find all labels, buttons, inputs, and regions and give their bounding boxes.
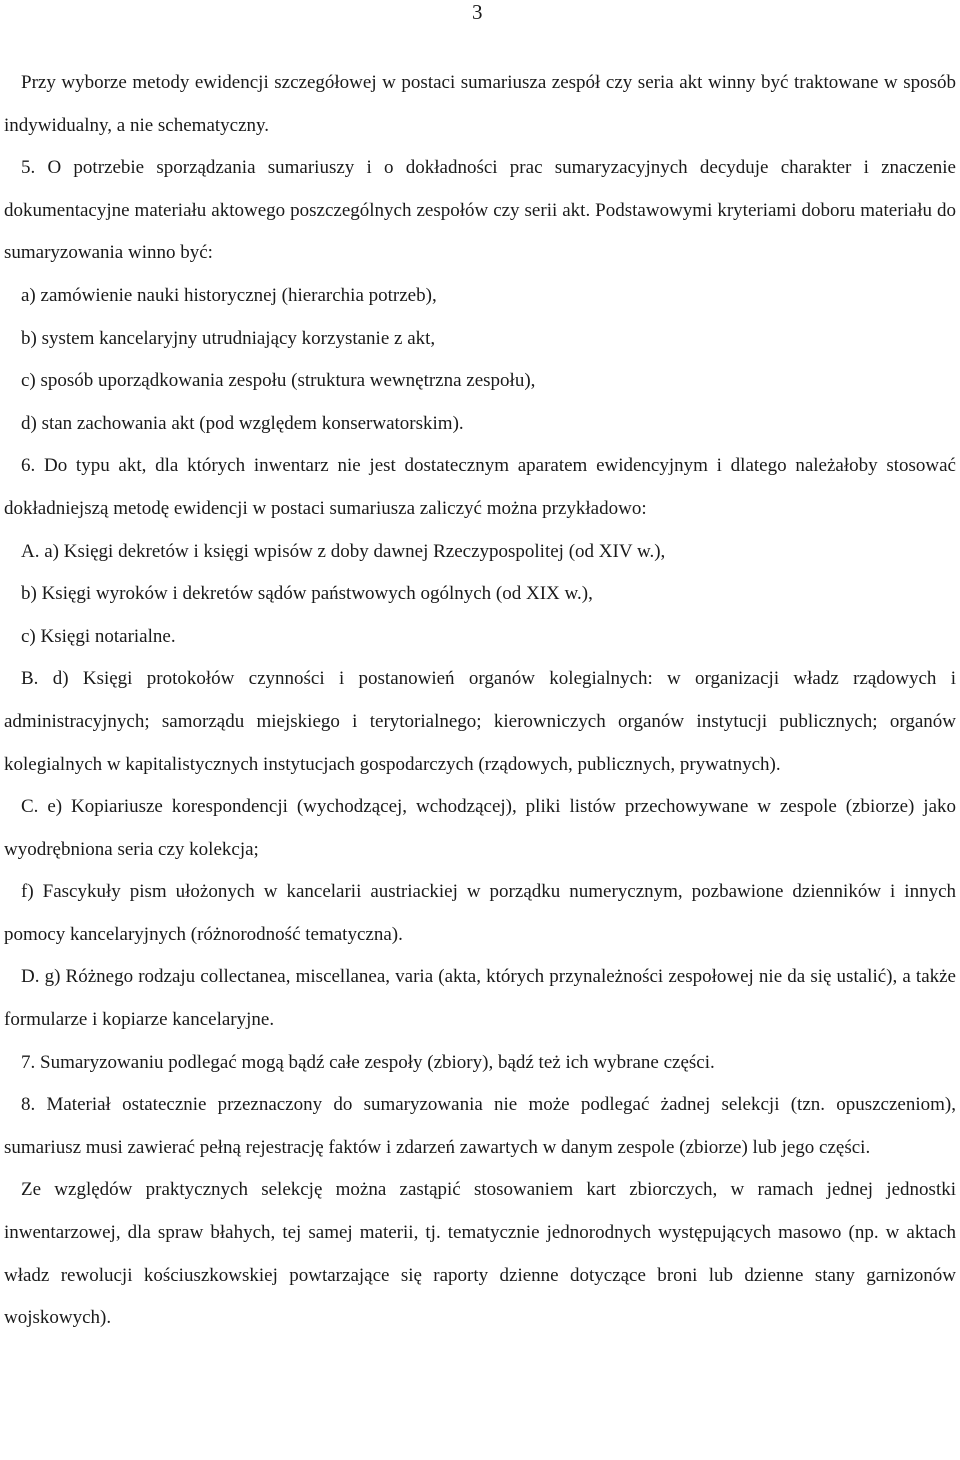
document-body bbox=[4, 62, 956, 1340]
paragraph-C: C. e) Kopiariusze korespondencji (wychodzącej, wchodzącej), pliki listów przechowywane w zespole (zbiorze) jako wyodrębniona seria czy kolekcja; bbox=[4, 796, 956, 860]
paragraph-D: D. g) Różnego rodzaju collectanea, miscellanea, varia (akta, których przynależności zespołowej nie da się ustalić), a także formularze i kopiarze kancelaryjne. bbox=[4, 966, 956, 1031]
list-item-A-c: c) Księgi notarialne. bbox=[21, 625, 176, 647]
page-number: 3 bbox=[472, 0, 483, 24]
paragraph-selection: Ze względów praktycznych selekcję można zastąpić stosowaniem kart zbiorczych, w ramach jednej jednostki inwentarzowej, dla spraw błahych, tej samej materii, tj. tematycznie jednorodnych występujących masowo (np. w aktach władz rewolucji kościuszkowskiej powtarzające się raporty dzienne dotyczące broni lub dzienne stany garnizonów wojskowych). bbox=[4, 1179, 956, 1329]
paragraph-5: 5. O potrzebie sporządzania sumariuszy i o dokładności prac sumaryzacyjnych decyduje charakter i znaczenie dokumentacyjne materiału aktowego poszczególnych zespołów czy serii akt. Podstawowymi kryteriami doboru materiału do sumaryzowania winno być: bbox=[4, 157, 956, 264]
list-item-d: d) stan zachowania akt (pod względem konserwatorskim). bbox=[21, 412, 464, 434]
list-item-c: c) sposób uporządkowania zespołu (struktura wewnętrzna zespołu), bbox=[21, 370, 536, 392]
paragraph-6: 6. Do typu akt, dla których inwentarz nie jest dostatecznym aparatem ewidencyjnym i dlatego należałoby stosować dokładniejszą metodę ewidencji w postaci sumariusza zaliczyć można przykładowo: bbox=[4, 455, 956, 519]
paragraph-C-f: f) Fascykuły pism ułożonych w kancelarii austriackiej w porządku numerycznym, pozbawione dzienników i innych pomocy kancelaryjnych (różnorodność tematyczna). bbox=[4, 881, 956, 945]
list-item-A-a: A. a) Księgi dekretów i księgi wpisów z doby dawnej Rzeczypospolitej (od XIV w.), bbox=[21, 540, 666, 562]
list-item-A-b: b) Księgi wyroków i dekretów sądów państwowych ogólnych (od XIX w.), bbox=[21, 583, 593, 605]
list-item-b: b) system kancelaryjny utrudniający korzystanie z akt, bbox=[21, 327, 436, 349]
paragraph-B: B. d) Księgi protokołów czynności i postanowień organów kolegialnych: w organizacji władz rządowych i administracyjnych; samorządu miejskiego i terytorialnego; kierowniczych organów instytucji publicznych; organów kolegialnych w kapitalistycznych instytucjach gospodarczych (rządowych, publicznych, prywatnych). bbox=[4, 668, 956, 775]
paragraph-7: 7. Sumaryzowaniu podlegać mogą bądź całe zespoły (zbiory), bądź też ich wybrane części. bbox=[21, 1051, 715, 1073]
paragraph-intro: Przy wyborze metody ewidencji szczegółowej w postaci sumariusza zespół czy seria akt winny być traktowane w sposób indywidualny, a nie schematyczny. bbox=[4, 72, 956, 136]
list-item-a: a) zamówienie nauki historycznej (hierarchia potrzeb), bbox=[21, 284, 437, 306]
paragraph-8: 8. Materiał ostatecznie przeznaczony do sumaryzowania nie może podlegać żadnej selekcji (tzn. opuszczeniom), sumariusz musi zawierać pełną rejestrację faktów i zdarzeń zawartych w danym zespole (zbiorze) lub jego części. bbox=[4, 1094, 956, 1158]
